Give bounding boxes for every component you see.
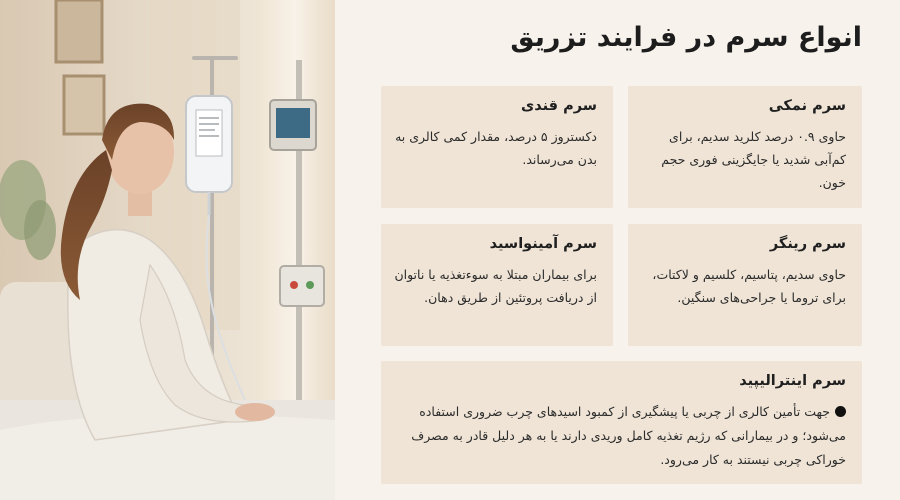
card-body-with-bullet — [393, 400, 846, 472]
card-amino-acid-serum — [381, 224, 613, 346]
patient-iv-illustration — [0, 0, 335, 500]
card-body: برای بیماران مبتلا به سوءتغذیه یا ناتوان از دریافت پروتئین از طریق دهان. — [394, 267, 597, 305]
hero-photo — [0, 0, 335, 500]
content-panel — [335, 0, 900, 500]
card-title: سرم اینترالیپید — [739, 373, 846, 389]
card-saline-serum — [628, 86, 862, 208]
card-body: حاوی ۰.۹ درصد کلرید سدیم، برای کم‌آبی شدید یا جایگزینی فوری حجم خون. — [661, 129, 846, 190]
card-title: سرم نمکی — [768, 98, 846, 114]
card-ringer-serum — [628, 224, 862, 346]
card-title: سرم آمینواسید — [489, 236, 597, 252]
card-body: جهت تأمین کالری از چربی یا پیشگیری از کمبود اسیدهای چرب ضروری استفاده می‌شود؛ و در بیمارانی که رژیم تغذیه کامل وریدی دارند یا به هر دلیل قادر به مصرف خوراکی چربی نیستند به کار می‌رود. — [411, 404, 846, 467]
card-body: دکستروز ۵ درصد، مقدار کمی کالری به بدن می‌رساند. — [395, 129, 597, 167]
card-intralipid-serum — [381, 361, 862, 484]
page-title: انواع سرم در فرایند تزریق — [510, 22, 862, 53]
card-body: حاوی سدیم، پتاسیم، کلسیم و لاکتات، برای تروما یا جراحی‌های سنگین. — [652, 267, 846, 305]
card-title: سرم قندی — [520, 98, 597, 114]
card-title: سرم رینگر — [769, 236, 846, 252]
bullet-dot-icon — [835, 406, 846, 417]
card-dextrose-serum — [381, 86, 613, 208]
